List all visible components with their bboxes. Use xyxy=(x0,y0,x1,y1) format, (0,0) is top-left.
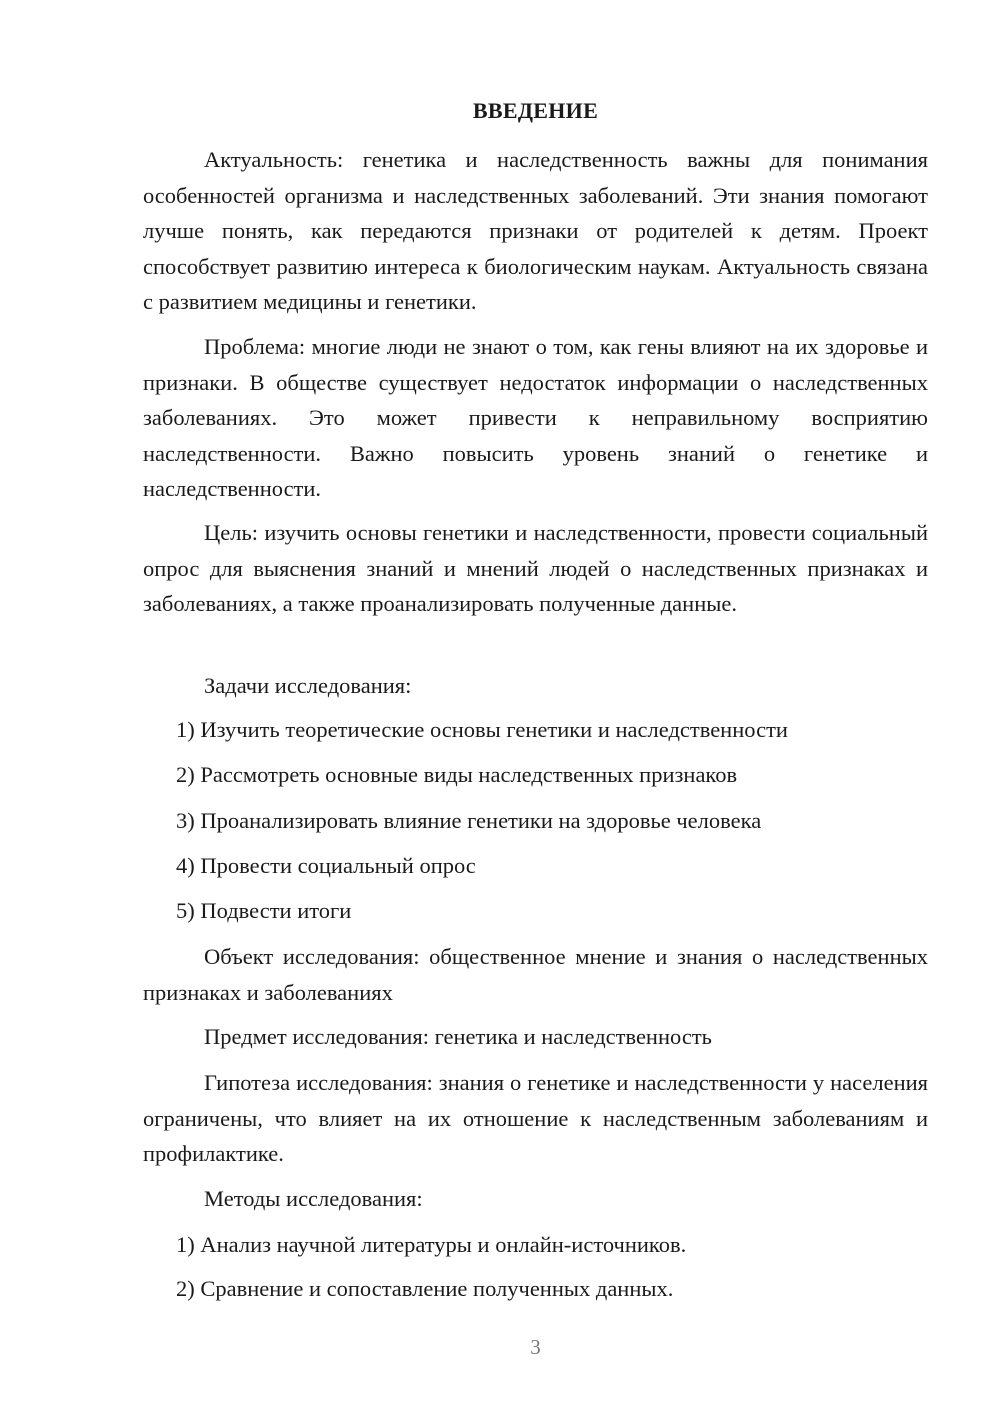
object-paragraph: Объект исследования: общественное мнение и знания о наследственных признаках и заболеваниях xyxy=(143,944,928,1005)
problem-paragraph: Проблема: многие люди не знают о том, как гены влияют на их здоровье и признаки. В обществе существует недостаток информации о наследственных заболеваниях. Это может привести к неправильному восприятию наследственности. Важно повысить уровень знаний о генетике и наследственности. xyxy=(143,334,928,501)
task-item: 4) Провести социальный опрос xyxy=(176,853,476,878)
task-item: 2) Рассмотреть основные виды наследственных признаков xyxy=(176,762,738,787)
method-item: 1) Анализ научной литературы и онлайн-источников. xyxy=(176,1232,687,1257)
task-item: 1) Изучить теоретические основы генетики и наследственности xyxy=(176,717,788,742)
document-page xyxy=(143,0,928,1414)
page-title: ВВЕДЕНИЕ xyxy=(472,98,599,123)
relevance-paragraph: Актуальность: генетика и наследственность важны для понимания особенностей организма и наследственных заболеваний. Эти знания помогают лучше понять, как передаются признаки от родителей к детям. Проект способствует развитию интереса к биологическим наукам. Актуальность связана с развитием медицины и генетики. xyxy=(143,147,928,314)
task-item: 5) Подвести итоги xyxy=(176,898,352,923)
methods-heading: Методы исследования: xyxy=(204,1186,423,1211)
task-item: 3) Проанализировать влияние генетики на здоровье человека xyxy=(176,808,762,833)
hypothesis-paragraph: Гипотеза исследования: знания о генетике и наследственности у населения ограничены, что влияет на их отношение к наследственным заболеваниям и профилактике. xyxy=(143,1070,928,1166)
tasks-heading: Задачи исследования: xyxy=(204,673,412,698)
method-item: 2) Сравнение и сопоставление полученных данных. xyxy=(176,1276,674,1301)
goal-paragraph: Цель: изучить основы генетики и наследственности, провести социальный опрос для выяснения знаний и мнений людей о наследственных признаках и заболеваниях, а также проанализировать полученные данные. xyxy=(143,520,928,616)
page-number: 3 xyxy=(530,1335,541,1359)
subject-paragraph: Предмет исследования: генетика и наследственность xyxy=(204,1024,712,1049)
